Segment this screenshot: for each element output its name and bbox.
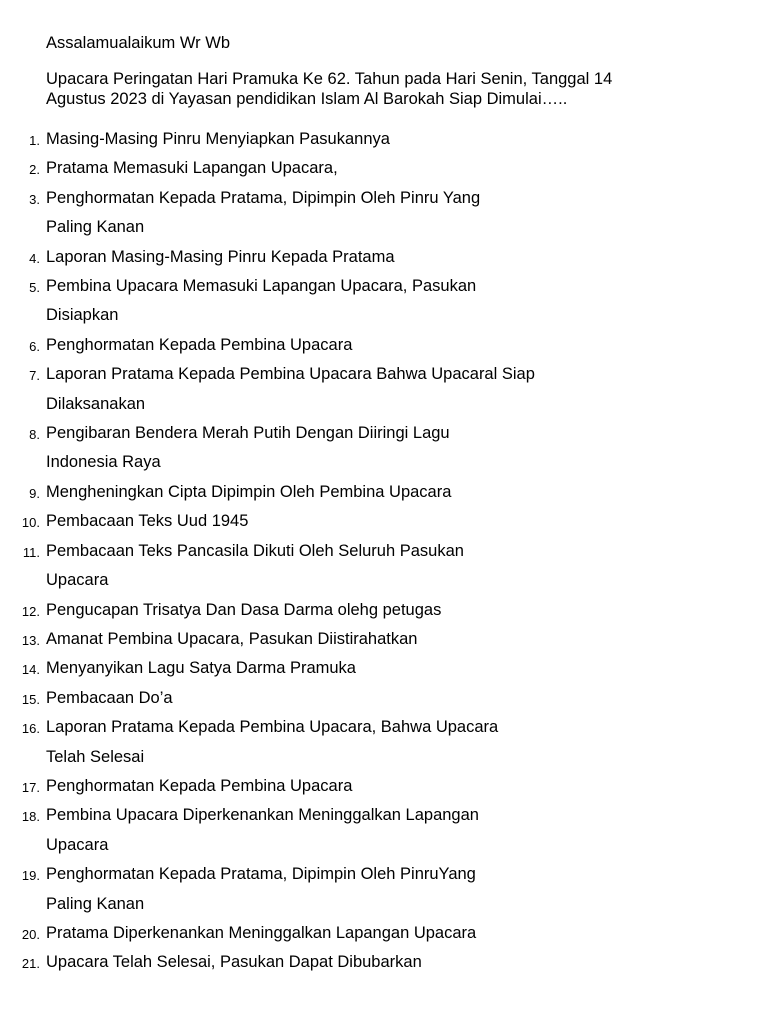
list-item-line: Pembacaan Teks Uud 1945	[46, 512, 249, 531]
list-item-number: 14.	[21, 662, 40, 678]
list-item-text	[46, 713, 768, 772]
list-item-line: Menyanyikan Lagu Satya Darma Pramuka	[46, 659, 356, 678]
list-item-line: Amanat Pembina Upacara, Pasukan Diistirahatkan	[46, 629, 418, 648]
list-item-text	[46, 919, 768, 948]
list-item-line: Penghormatan Kepada Pembina Upacara	[46, 776, 353, 795]
list-item-number: 1.	[29, 133, 40, 148]
list-item-number: 5.	[29, 280, 40, 296]
list-item	[0, 948, 768, 977]
list-item-number: 15.	[21, 691, 40, 707]
list-item	[0, 596, 768, 625]
list-item-line: Penghormatan Kepada Pembina Upacara	[46, 335, 353, 354]
list-item	[0, 713, 768, 772]
list-item	[0, 125, 768, 154]
list-item-line: Laporan Masing-Masing Pinru Kepada Pratama	[46, 247, 395, 266]
list-item-number: 21.	[21, 956, 40, 972]
list-item-text	[46, 184, 768, 243]
list-item-text	[46, 625, 768, 654]
list-item-text	[46, 360, 768, 419]
list-item	[0, 654, 768, 683]
list-item-number: 7.	[29, 368, 40, 384]
list-item-line: Pengibaran Bendera Merah Putih Dengan Diiringi Lagu	[46, 424, 450, 443]
list-item-number: 8.	[29, 427, 40, 443]
list-item-text	[46, 772, 768, 801]
list-item-text	[46, 154, 768, 183]
list-item-text	[46, 419, 768, 478]
list-item-line: Upacara	[46, 835, 109, 854]
list-item-number: 9.	[29, 485, 40, 501]
list-item-line: Indonesia Raya	[46, 453, 161, 472]
list-item-line: Telah Selesai	[46, 747, 145, 766]
list-item-line: Pratama Memasuki Lapangan Upacara,	[46, 159, 338, 178]
list-item	[0, 272, 768, 331]
list-item	[0, 419, 768, 478]
list-item	[0, 625, 768, 654]
list-item	[0, 243, 768, 272]
list-item-text	[46, 684, 768, 713]
list-item-number: 12.	[21, 603, 40, 619]
list-item	[0, 860, 768, 919]
list-item-line: Paling Kanan	[46, 894, 145, 913]
list-item-text	[46, 272, 768, 331]
list-item	[0, 537, 768, 596]
list-item-line: Mengheningkan Cipta Dipimpin Oleh Pembina Upacara	[46, 482, 452, 501]
list-item	[0, 360, 768, 419]
list-item-text	[46, 801, 768, 860]
list-item-line: Penghormatan Kepada Pratama, Dipimpin Oleh Pinru Yang	[46, 188, 481, 207]
list-item-number: 17.	[21, 779, 40, 795]
list-item-text	[46, 243, 768, 272]
list-item-line: Pembina Upacara Memasuki Lapangan Upacara, Pasukan	[46, 277, 477, 296]
list-item-text	[46, 537, 768, 596]
list-item-line: Dilaksanakan	[46, 394, 146, 413]
list-item	[0, 801, 768, 860]
list-item-line: Pengucapan Trisatya Dan Dasa Darma olehg petugas	[46, 600, 442, 619]
list-item-text	[46, 478, 768, 507]
list-item	[0, 154, 768, 183]
list-item-number: 4.	[29, 250, 40, 266]
agenda-list	[0, 125, 768, 978]
list-item	[0, 507, 768, 536]
list-item-line: Pembina Upacara Diperkenankan Meninggalkan Lapangan	[46, 806, 479, 825]
list-item-number: 6.	[29, 338, 40, 354]
list-item-line: Laporan Pratama Kepada Pembina Upacara Bahwa Upacaral Siap	[46, 365, 535, 384]
list-item-number: 16.	[21, 721, 40, 737]
list-item-number: 11.	[22, 544, 40, 560]
list-item-text	[46, 125, 768, 154]
list-item-number: 3.	[29, 191, 40, 207]
list-item-text	[46, 507, 768, 536]
list-item-number: 18.	[21, 809, 40, 825]
list-item-number: 20.	[21, 926, 40, 942]
list-item	[0, 919, 768, 948]
list-item-number: 10.	[21, 515, 40, 531]
list-item-text	[46, 948, 768, 977]
list-item-line: Masing-Masing Pinru Menyiapkan Pasukannya	[46, 130, 390, 148]
list-item	[0, 184, 768, 243]
list-item-text	[46, 596, 768, 625]
list-item-text	[46, 654, 768, 683]
list-item-number: 13.	[21, 632, 40, 648]
list-item	[0, 478, 768, 507]
list-item-line: Paling Kanan	[46, 218, 145, 237]
list-item-line: Pembacaan Do’a	[46, 688, 173, 707]
intro-line: Agustus 2023 di Yayasan pendidikan Islam Al Barokah Siap Dimulai…..	[46, 90, 568, 108]
greeting-text: Assalamualaikum Wr Wb	[46, 34, 230, 52]
list-item	[0, 684, 768, 713]
list-item-line: Disiapkan	[46, 306, 119, 325]
list-item-number: 2.	[29, 162, 40, 178]
list-item-line: Pembacaan Teks Pancasila Dikuti Oleh Seluruh Pasukan	[46, 541, 464, 560]
list-item-text	[46, 860, 768, 919]
list-item-text	[46, 331, 768, 360]
list-item-line: Upacara Telah Selesai, Pasukan Dapat Dibubarkan	[46, 953, 422, 972]
intro-paragraph	[46, 69, 736, 109]
intro-line: Upacara Peringatan Hari Pramuka Ke 62. Tahun pada Hari Senin, Tanggal 14	[46, 70, 613, 88]
list-item-line: Upacara	[46, 571, 109, 590]
list-item-line: Pratama Diperkenankan Meninggalkan Lapangan Upacara	[46, 923, 477, 942]
list-item-number: 19.	[21, 868, 40, 884]
list-item	[0, 772, 768, 801]
list-item-line: Laporan Pratama Kepada Pembina Upacara, Bahwa Upacara	[46, 718, 499, 737]
list-item	[0, 331, 768, 360]
list-item-line: Penghormatan Kepada Pratama, Dipimpin Oleh PinruYang	[46, 865, 476, 884]
